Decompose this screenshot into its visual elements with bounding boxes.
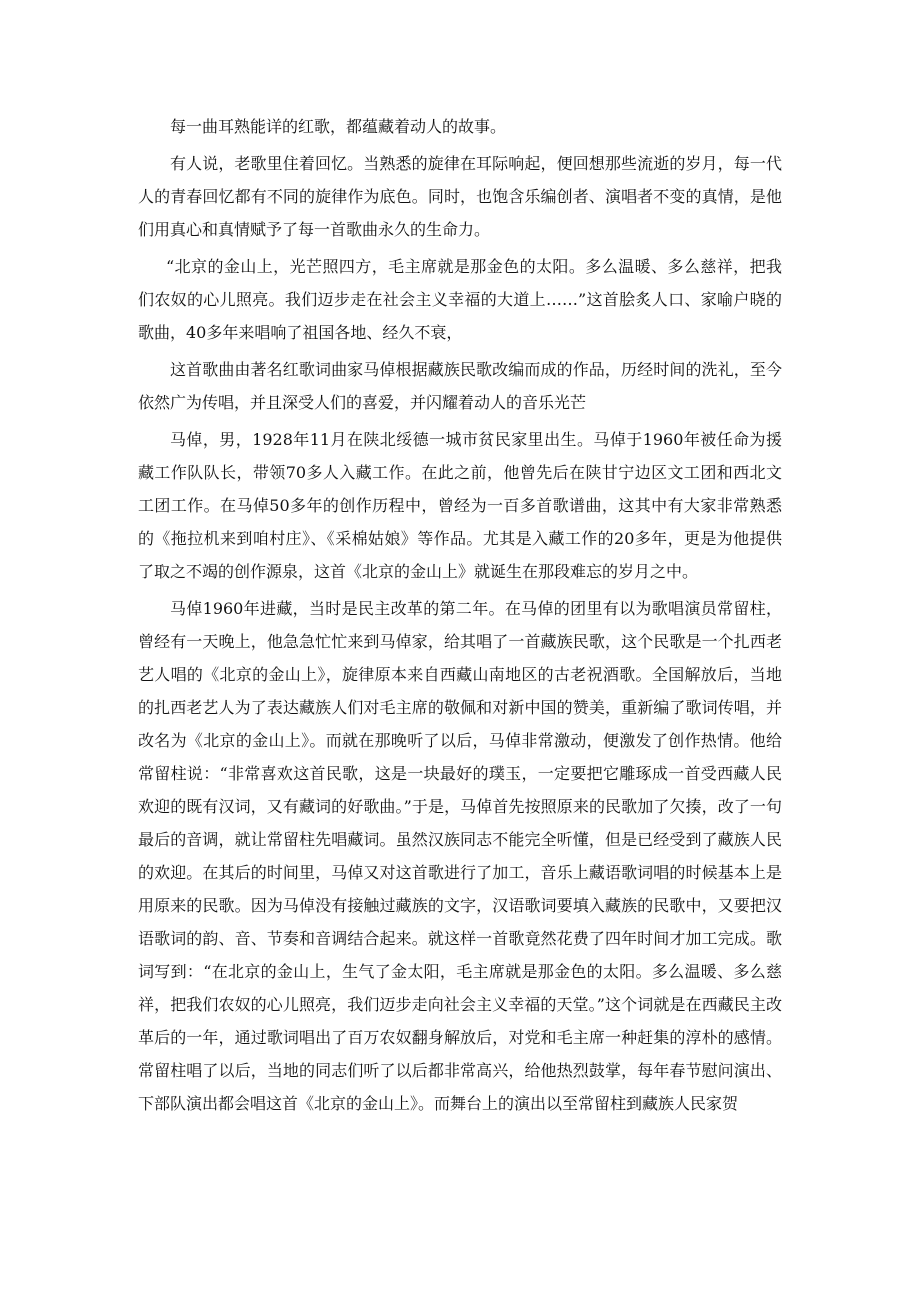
- paragraph-composer-bio: 马倬，男，1928年11月在陕北绥德一城市贫民家里出生。马倬于1960年被任命为援藏工作队队长，带领70多人入藏工作。在此之前，他曾先后在陕甘宁边区文工团和西北文工团工作。在马倬50多年的创作历程中，曾经为一百多首歌谱曲，这其中有大家非常熟悉的《拖拉机来到咱村庄》、《采棉姑娘》等作品。尤其是入藏工作的20多年，更是为他提供了取之不竭的创作源泉，这首《北京的金山上》就诞生在那段难忘的岁月之中。: [138, 430, 782, 581]
- paragraph-creation-story: 马倬1960年进藏，当时是民主改革的第二年。在马倬的团里有以为歌唱演员常留柱，曾经有一天晚上，他急急忙忙来到马倬家，给其唱了一首藏族民歌，这个民歌是一个扎西老艺人唱的《北京的金山上》，旋律原本来自西藏山南地区的古老祝酒歌。全国解放后，当地的扎西老艺人为了表达藏族人们对毛主席的敬佩和对新中国的赞美，重新编了歌词传唱，并改名为《北京的金山上》。而就在那晚听了以后，马倬非常激动，便激发了创作热情。他给常留柱说：“非常喜欢这首民歌，这是一块最好的璞玉，一定要把它雕琢成一首受西藏人民欢迎的既有汉词，又有藏词的好歌曲。”于是，马倬首先按照原来的民歌加了欠揍，改了一句最后的音调，就让常留柱先唱藏词。虽然汉族同志不能完全听懂，但是已经受到了藏族人民的欢迎。在其后的时间里，马倬又对这首歌进行了加工，音乐上藏语歌词唱的时候基本上是用原来的民歌。因为马倬没有接触过藏族的文字，汉语歌词要填入藏族的民歌中，又要把汉语歌词的韵、音、节奏和音调结合起来。就这样一首歌竟然花费了四年时间才加工完成。歌词写到：“在北京的金山上，生气了金太阳，毛主席就是那金色的太阳。多么温暖、多么慈祥，把我们农奴的心儿照亮，我们迈步走向社会主义幸福的天堂。”这个词就是在西藏民主改革后的一年，通过歌词唱出了百万农奴翻身解放后，对党和毛主席一种赶集的淳朴的感情。常留柱唱了以后，当地的同志们听了以后都非常高兴，给他热烈鼓掌，每年春节慰问演出、下部队演出都会唱这首《北京的金山上》。而舞台上的演出以至常留柱到藏族人民家贺: [138, 599, 782, 1113]
- paragraph-song-origin: 这首歌曲由著名红歌词曲家马倬根据藏族民歌改编而成的作品，历经时间的洗礼，至今依然广为传唱，并且深受人们的喜爱，并闪耀着动人的音乐光芒: [138, 360, 782, 412]
- paragraph-lyrics-quote: “北京的金山上，光芒照四方，毛主席就是那金色的太阳。多么温暖、多么慈祥，把我们农奴的心儿照亮。我们迈步走在社会主义幸福的大道上……”这首脍炙人口、家喻户晓的歌曲，40多年来唱响了祖国各地、经久不衰，: [138, 257, 782, 342]
- document-body: [138, 110, 782, 1124]
- paragraph-intro: 每一曲耳熟能详的红歌，都蕴藏着动人的故事。: [170, 117, 507, 136]
- paragraph-memories: 有人说，老歌里住着回忆。当熟悉的旋律在耳际响起，便回想那些流逝的岁月，每一代人的青春回忆都有不同的旋律作为底色。同时，也饱含乐编创者、演唱者不变的真情，是他们用真心和真情赋予了每一首歌曲永久的生命力。: [138, 154, 782, 239]
